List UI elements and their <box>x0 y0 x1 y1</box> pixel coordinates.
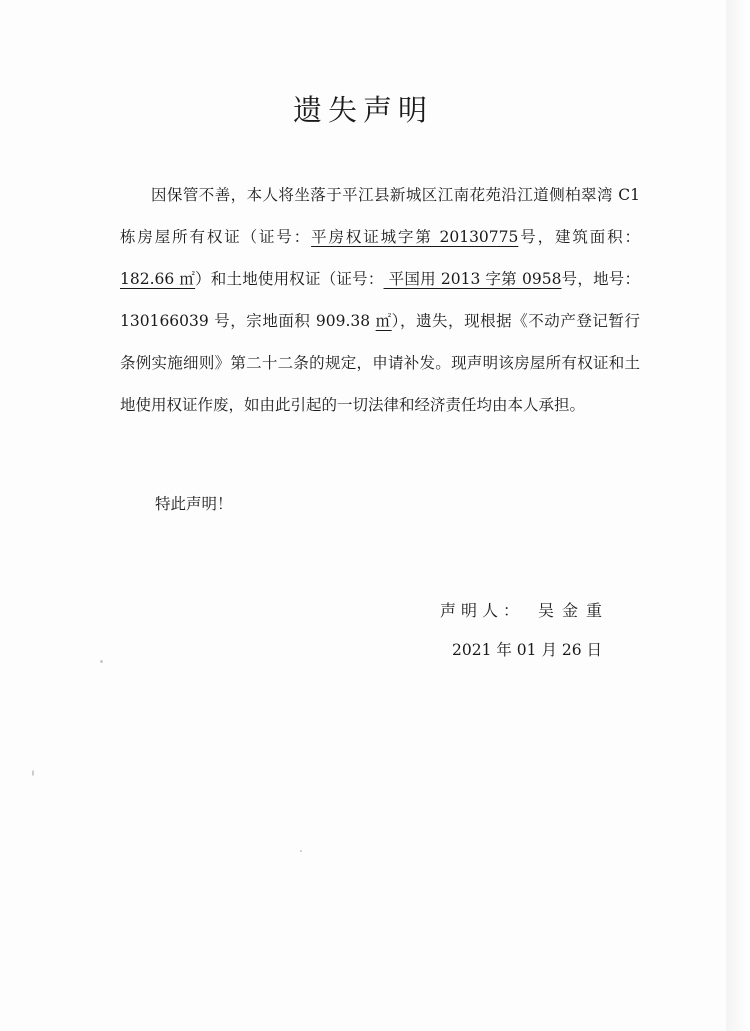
body-segment-1: 因保管不善，本人将坐落于平江县新城区江南花苑沿江道侧柏翠湾 C1 栋房屋所有权证（证号： <box>120 186 640 246</box>
body-segment-5: ），遗失，现根据《不动产登记暂行条例实施细则》第二十二条的规定，申请补发。现声明该房屋所有权证和土地使用权证作废，如由此引起的一切法律和经济责任均由本人承担。 <box>120 312 640 414</box>
body-segment-2: 号，建筑面积： <box>518 228 640 246</box>
building-area: 182.66 ㎡ <box>120 270 196 288</box>
scan-speck <box>32 770 34 776</box>
scan-speck <box>300 850 302 852</box>
house-certificate-number: 平房权证城字第 20130775 <box>311 228 519 246</box>
document-title: 遗失声明 <box>292 93 433 127</box>
closing-statement: 特此声明！ <box>155 495 233 513</box>
scan-speck <box>100 660 103 663</box>
document-date: 2021 年 01 月 26 日 <box>452 641 603 659</box>
land-area-unit: ㎡ <box>375 312 392 330</box>
signatory-name: 吴金重 <box>538 601 611 620</box>
land-certificate-number: 平国用 2013 字第 0958 <box>383 270 562 288</box>
declaration-body <box>120 174 640 426</box>
page-edge-shadow <box>726 0 750 1031</box>
signature-label: 声明人： <box>440 601 525 620</box>
signature-line <box>440 598 610 621</box>
body-segment-3: ）和土地使用权证（证号： <box>195 270 384 288</box>
body-segment-4: 号，地号：130166039 号，宗地面积 909.38 <box>120 270 640 330</box>
